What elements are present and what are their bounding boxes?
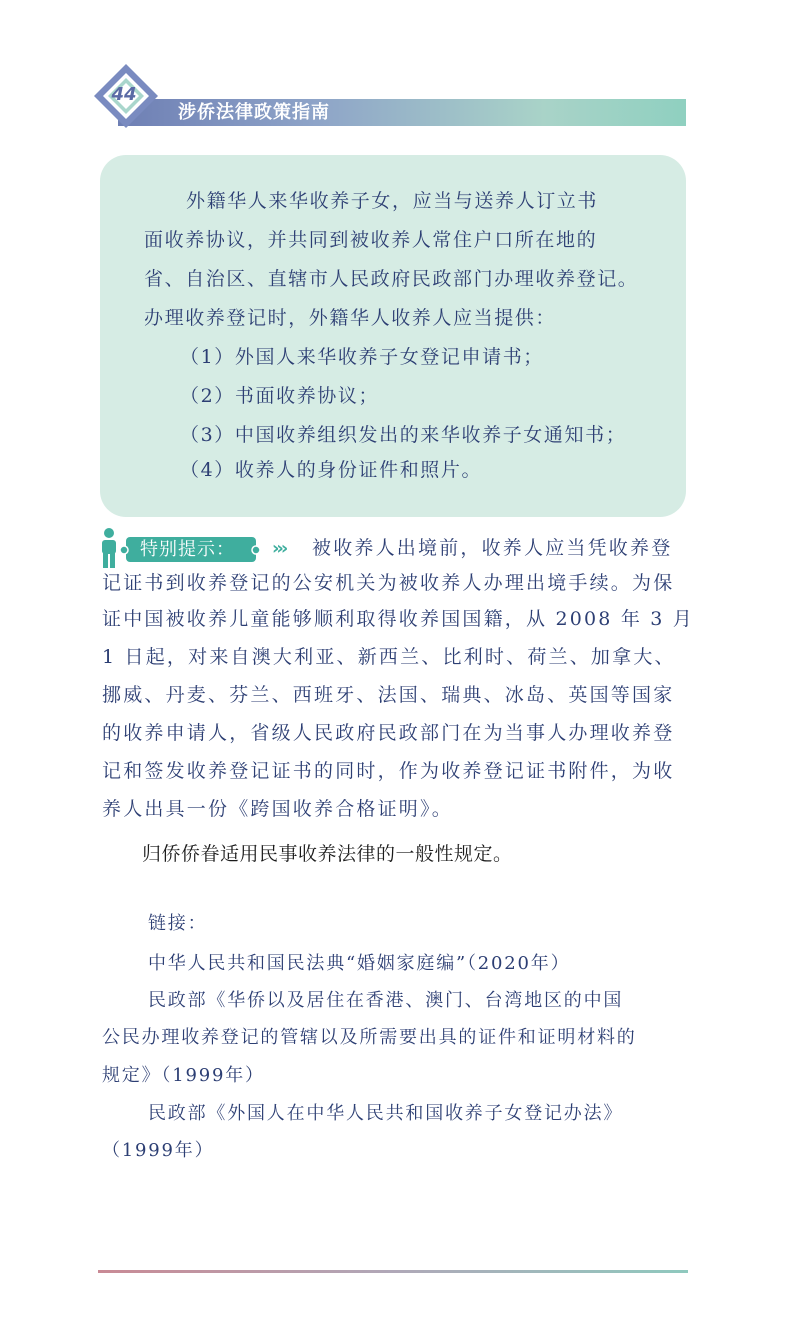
footer-rule	[98, 1270, 688, 1273]
tip-line: 记证书到收养登记的公安机关为被收养人办理出境手续。为保	[102, 572, 675, 594]
link-item: 中华人民共和国民法典“婚姻家庭编”（2020年）	[148, 953, 571, 974]
info-box-line: （2）书面收养协议；	[180, 385, 380, 407]
link-item: 民政部《外国人在中华人民共和国收养子女登记办法》	[148, 1103, 624, 1124]
info-box-line: 外籍华人来华收养子女，应当与送养人订立书	[186, 190, 599, 212]
links-label: 链接：	[148, 913, 208, 934]
info-box-line: 面收养协议，并共同到被收养人常住户口所在地的	[144, 229, 598, 251]
link-item: 民政部《华侨以及居住在香港、澳门、台湾地区的中国	[148, 990, 624, 1011]
link-item: （1999年）	[102, 1140, 215, 1161]
bullet-dot-icon	[118, 544, 130, 556]
running-header-title: 涉侨法律政策指南	[178, 102, 330, 123]
info-box-line: （4）收养人的身份证件和照片。	[180, 459, 483, 481]
info-box-line: 办理收养登记时，外籍华人收养人应当提供：	[144, 307, 557, 329]
tip-line: 的收养申请人，省级人民政府民政部门在为当事人办理收养登	[102, 722, 675, 744]
tip-line: 记和签发收养登记证书的同时，作为收养登记证书附件，为收	[102, 760, 675, 782]
link-item: 规定》（1999年）	[102, 1065, 265, 1086]
triple-arrow-icon: ›››	[272, 538, 286, 559]
info-box-line: （3）中国收养组织发出的来华收养子女通知书；	[180, 424, 627, 446]
body-paragraph: 归侨侨眷适用民事收养法律的一般性规定。	[142, 843, 513, 865]
tip-line: 挪威、丹麦、芬兰、西班牙、法国、瑞典、冰岛、英国等国家	[102, 684, 675, 706]
tip-line: 被收养人出境前，收养人应当凭收养登	[312, 537, 673, 559]
tip-line: 1 日起，对来自澳大利亚、新西兰、比利时、荷兰、加拿大、	[102, 646, 676, 668]
tip-line: 证中国被收养儿童能够顺利取得收养国国籍，从 2008 年 3 月	[102, 608, 695, 630]
bullet-dot-icon	[250, 544, 262, 556]
info-box-line: 省、自治区、直辖市人民政府民政部门办理收养登记。	[144, 268, 639, 290]
info-box-line: （1）外国人来华收养子女登记申请书；	[180, 346, 544, 368]
link-item: 公民办理收养登记的管辖以及所需要出具的证件和证明材料的	[102, 1027, 637, 1048]
tip-line: 养人出具一份《跨国收养合格证明》。	[102, 798, 453, 820]
page-number: 44	[111, 84, 137, 105]
special-tip-label: 特别提示：	[140, 539, 235, 560]
